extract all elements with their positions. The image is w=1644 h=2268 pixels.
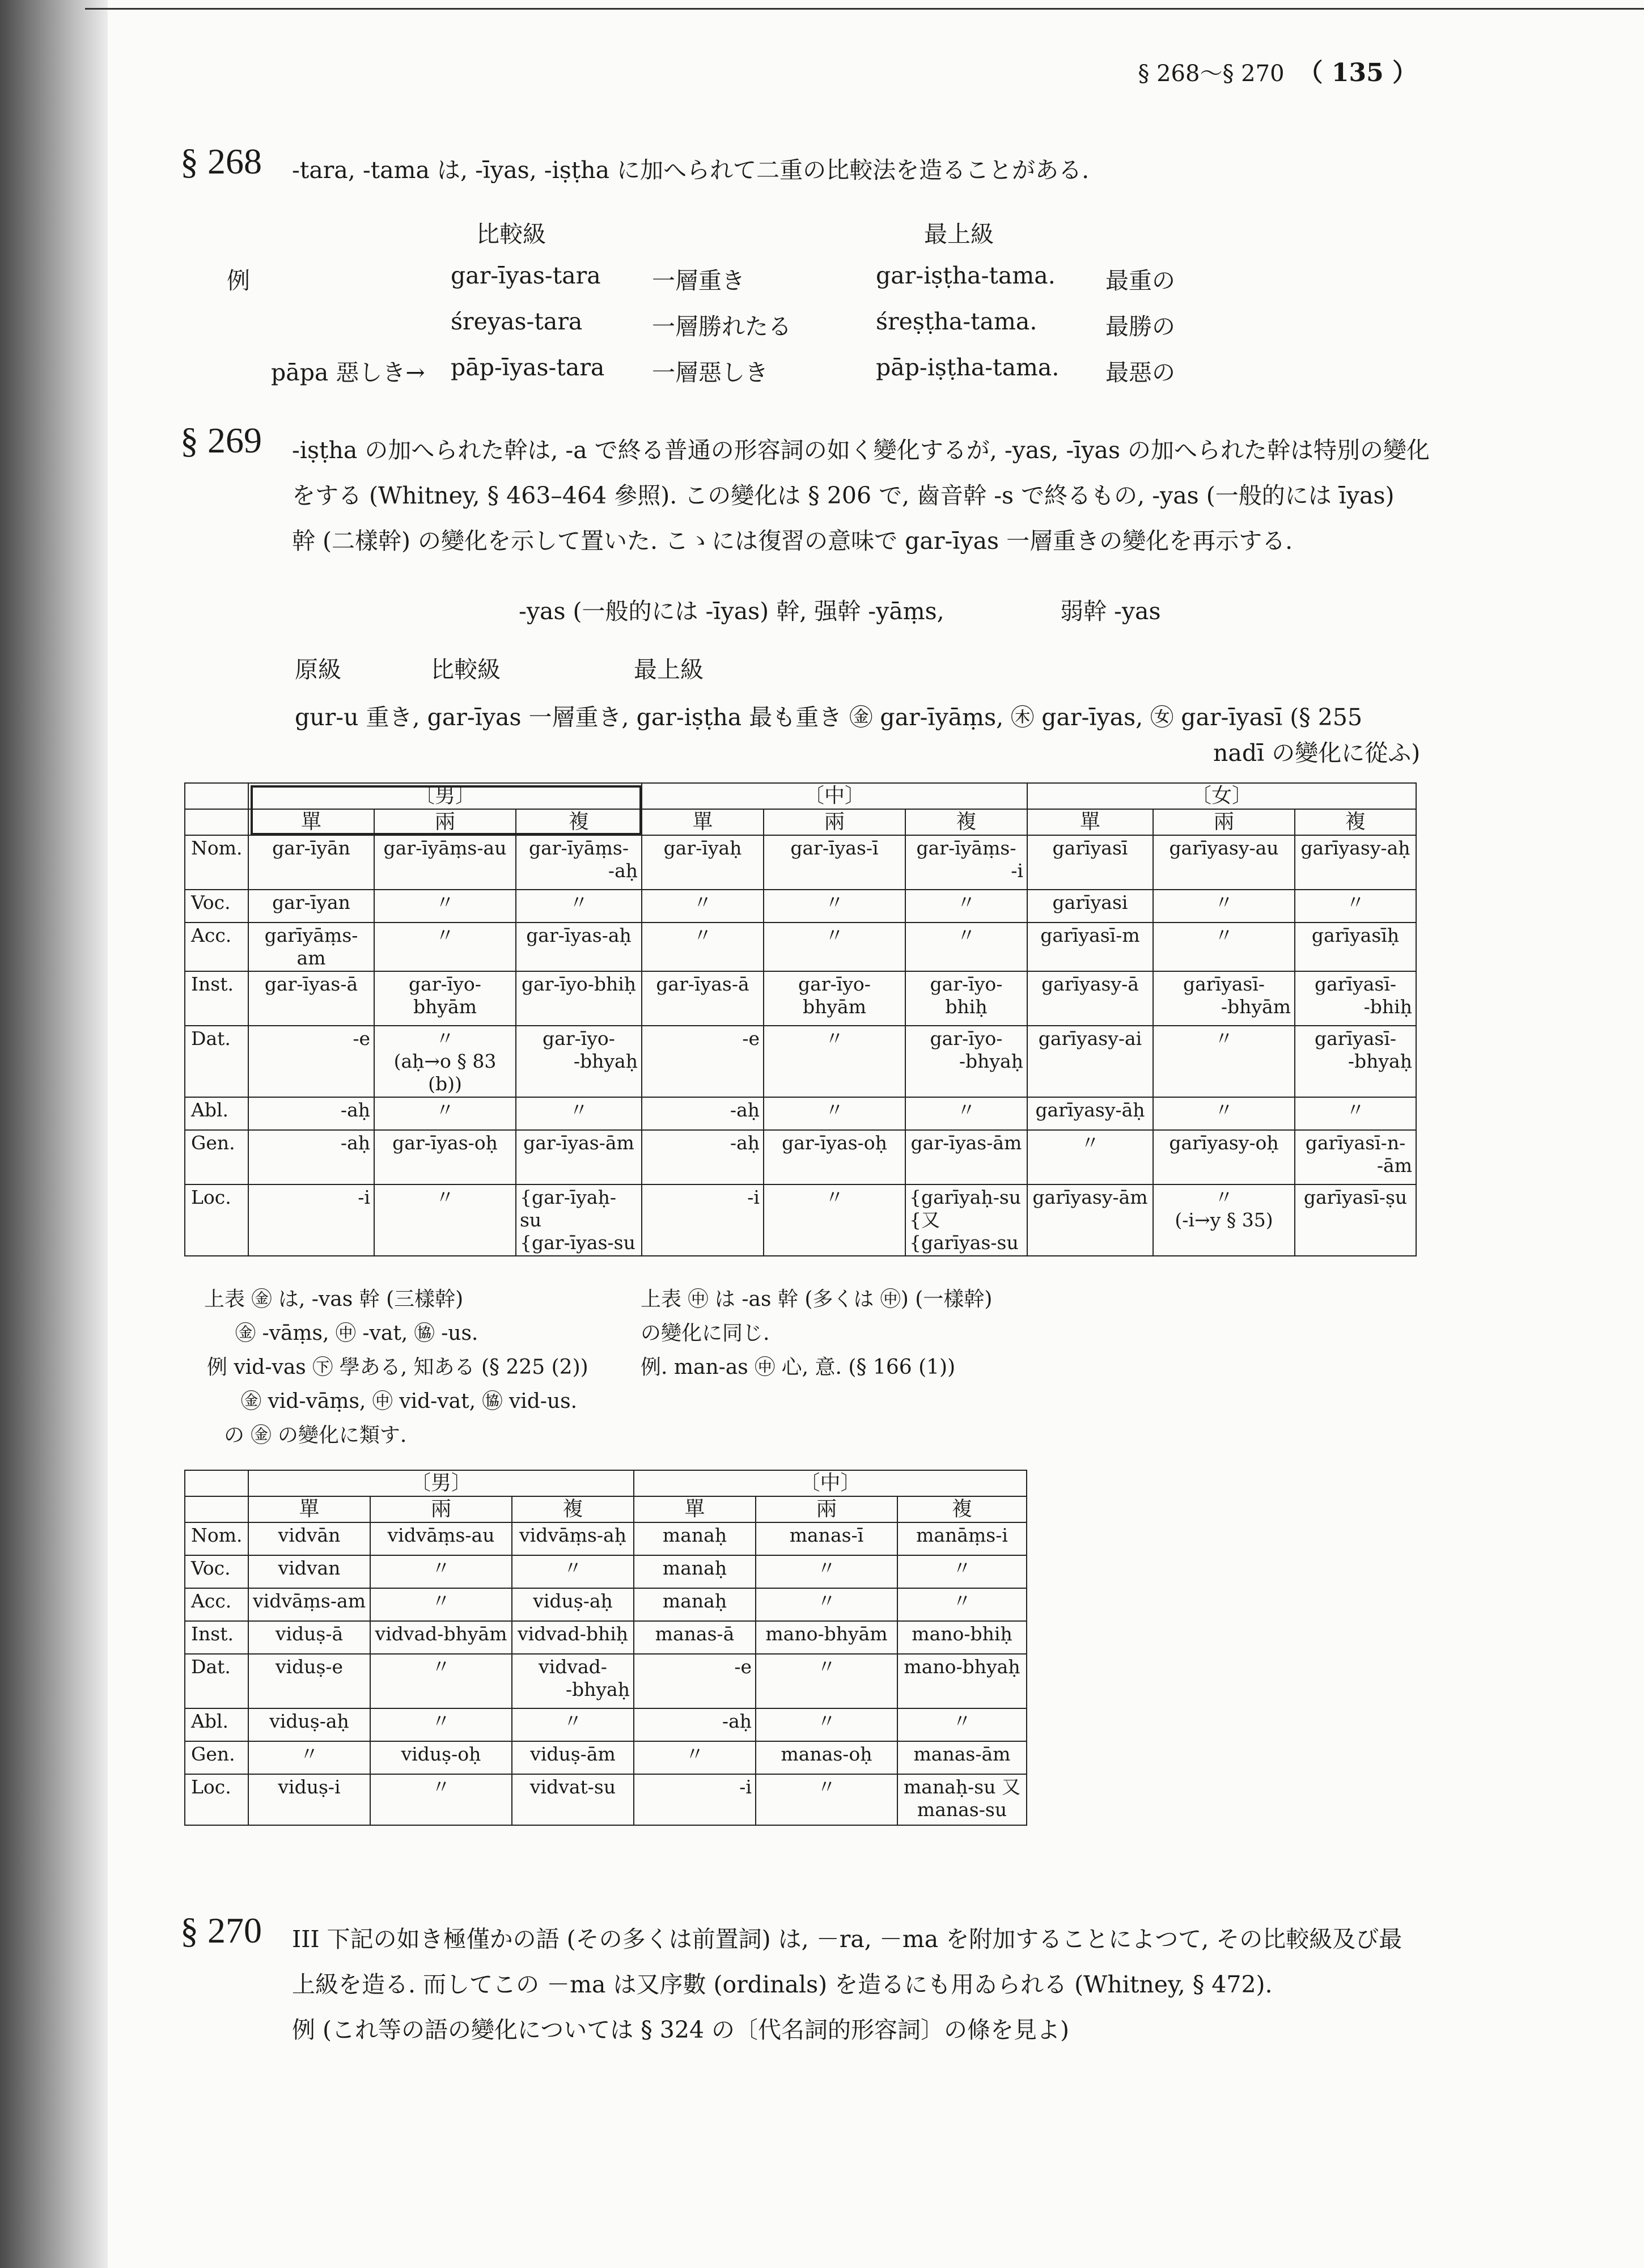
table-cell: garīyasī- -bhyām [1153, 971, 1295, 1026]
table-cell: gar-īyas-ā [248, 971, 374, 1026]
table-cell: 〃 [905, 890, 1027, 923]
s268-example-label: 例 [227, 267, 250, 294]
table-cell: 〃 [756, 1555, 897, 1588]
table-body [185, 1522, 1027, 1825]
table-cell: vidvāṃs-au [370, 1522, 512, 1555]
s268-col-comparative: 比較級 [476, 221, 546, 248]
section-269-line: -iṣṭha の加へられた幹は, -a で終る普通の形容詞の如く變化するが, -yas, -īyas の加へられた幹は特別の變化 [292, 437, 1430, 464]
table-cell: 〃 [1153, 923, 1295, 971]
table-cell: 〃 [897, 1588, 1027, 1621]
s269-grade-label: 比較級 [431, 656, 501, 683]
section-269-number: § 269 [180, 420, 262, 460]
case-label: Voc. [185, 1555, 248, 1588]
table-cell: gar-īyo- -bhyaḥ [516, 1026, 642, 1097]
table-cell: gar-īyo-bhiḥ [905, 971, 1027, 1026]
table-cell: {gar-īyaḥ-su {gar-īyas-su [516, 1184, 642, 1256]
case-label: Dat. [185, 1654, 248, 1708]
table-cell: gar-īyo-bhyām [764, 971, 905, 1026]
header-section-range: § 268～§ 270 [1138, 61, 1285, 87]
number-header-plural: 複 [905, 809, 1027, 835]
page-top-edge [85, 8, 1644, 10]
table-cell: 〃 [1295, 890, 1416, 923]
gender-header-neuter: 〔中〕 [642, 783, 1027, 809]
table-cell: viduṣ-aḥ [512, 1588, 634, 1621]
table-cell: -aḥ [248, 1130, 374, 1184]
number-header-dual: 兩 [756, 1496, 897, 1522]
s269-weak-stem: 弱幹 -yas [1060, 598, 1161, 625]
table-cell: garīyasī- -bhiḥ [1295, 971, 1416, 1026]
table-cell: 〃 [756, 1588, 897, 1621]
s268-col-superlative: 最上級 [924, 221, 994, 248]
note-left-line: 例 vid-vas ㊦ 學ある, 知ある (§ 225 (2)) [207, 1356, 588, 1379]
note-left-line: 上表 ㊎ は, -vas 幹 (三樣幹) [204, 1288, 464, 1311]
table-cell: gar-īyas-ām [905, 1130, 1027, 1184]
section-270-line: 例 (これ等の語の變化については § 324 の〔代名詞的形容詞〕の條を見よ) [292, 2016, 1070, 2043]
note-left-line: ㊎ vid-vāṃs, ㊥ vid-vat, ㊯ vid-us. [241, 1390, 578, 1413]
case-label: Abl. [185, 1708, 248, 1741]
table-cell: manas-oḥ [756, 1741, 897, 1774]
case-label: Voc. [185, 890, 248, 923]
table-row [185, 1522, 1027, 1555]
table-cell: viduṣ-i [248, 1774, 370, 1825]
section-269-line: 幹 (二樣幹) の變化を示して置いた. こゝには復習の意味で gar-īyas 一層重きの變化を再示する. [292, 527, 1293, 555]
table-cell: 〃 [764, 1026, 905, 1097]
declension-table-vidvas-manas [184, 1470, 1027, 1826]
table-cell: manaḥ [634, 1522, 756, 1555]
table-cell: -e [248, 1026, 374, 1097]
case-label: Dat. [185, 1026, 248, 1097]
table-cell: vidvad-bhyām [370, 1621, 512, 1654]
s268-sup: pāp-iṣṭha-tama. [876, 354, 1060, 381]
table-cell: -aḥ [642, 1130, 764, 1184]
s268-sup-gloss: 最重の [1105, 267, 1175, 294]
table-cell: 〃 [764, 1184, 905, 1256]
table-cell: -e [634, 1654, 756, 1708]
table-cell: -aḥ [634, 1708, 756, 1741]
table-cell: viduṣ-e [248, 1654, 370, 1708]
case-label: Gen. [185, 1741, 248, 1774]
number-header-dual: 兩 [370, 1496, 512, 1522]
table-cell: gar-īyāṃs-au [374, 835, 516, 890]
table-cell: manaḥ-su 又 manas-su [897, 1774, 1027, 1825]
table-cell: 〃 [1153, 1097, 1295, 1130]
table-cell: manas-ām [897, 1741, 1027, 1774]
number-header-singular: 單 [634, 1496, 756, 1522]
note-left-line: ㊎ -vāṃs, ㊥ -vat, ㊯ -us. [235, 1322, 478, 1345]
table-cell: 〃 [756, 1654, 897, 1708]
table-corner [185, 1496, 248, 1522]
table-cell: garīyasī [1027, 835, 1153, 890]
table-cell: 〃 [1153, 1026, 1295, 1097]
s268-comp: pāp-īyas-tara [451, 354, 605, 381]
s268-sup: śreṣṭha-tama. [876, 308, 1037, 335]
case-label: Acc. [185, 923, 248, 971]
table-cell: garīyasy-ai [1027, 1026, 1153, 1097]
table-row [185, 835, 1416, 890]
table-cell: 〃 [1295, 1097, 1416, 1130]
gender-header-masculine: 〔男〕 [248, 1470, 634, 1496]
table-cell: gar-īyan [248, 890, 374, 923]
table-cell: vidvad-bhiḥ [512, 1621, 634, 1654]
table-cell: viduṣ-aḥ [248, 1708, 370, 1741]
table-cell: viduṣ-ām [512, 1741, 634, 1774]
table-cell: vidvat-su [512, 1774, 634, 1825]
table-cell: vidvāṃs-am [248, 1588, 370, 1621]
table-cell: gar-īyān [248, 835, 374, 890]
table-cell: viduṣ-ā [248, 1621, 370, 1654]
table-cell: 〃 [370, 1708, 512, 1741]
s269-grade-line: gur-u 重き, gar-īyas 一層重き, gar-iṣṭha 最も重き ㊎ gar-īyāṃs, ㊍ gar-īyas, ㊛ gar-īyasī (§ 255 [295, 704, 1363, 731]
table-cell: 〃 [905, 923, 1027, 971]
table-cell: gar-īyaḥ [642, 835, 764, 890]
s269-grade-label: 原級 [295, 656, 341, 683]
table-cell: gar-īyas-ā [642, 971, 764, 1026]
table-cell: 〃 [905, 1097, 1027, 1130]
table-cell: 〃 [370, 1774, 512, 1825]
s268-comp-gloss: 一層勝れたる [652, 313, 791, 340]
section-269-line: をする (Whitney, § 463–464 參照). この變化は § 206 で, 齒音幹 -s で終るもの, -yas (一般的には īyas) [292, 482, 1395, 509]
table-corner [185, 783, 248, 809]
note-right-line: 上表 ㊥ は -as 幹 (多くは ㊥) (一樣幹) [641, 1288, 993, 1311]
s269-stem-line: -yas (一般的には -īyas) 幹, 强幹 -yāṃs, [519, 598, 944, 625]
case-label: Abl. [185, 1097, 248, 1130]
case-label: Acc. [185, 1588, 248, 1621]
table-cell: gar-īyas-ām [516, 1130, 642, 1184]
case-label: Loc. [185, 1184, 248, 1256]
table-cell: gar-īyo- -bhyaḥ [905, 1026, 1027, 1097]
table-row [185, 1774, 1027, 1825]
case-label: Inst. [185, 971, 248, 1026]
table-cell: -i [634, 1774, 756, 1825]
table-cell: 〃 [764, 923, 905, 971]
table-row [185, 1026, 1416, 1097]
table-cell: manas-ī [756, 1522, 897, 1555]
table-cell: 〃 [1027, 1130, 1153, 1184]
table-cell: garīyasy-au [1153, 835, 1295, 890]
table-cell: mano-bhyām [756, 1621, 897, 1654]
number-header-dual: 兩 [374, 809, 516, 835]
table-row [185, 1184, 1416, 1256]
table-cell: garīyasy-oḥ [1153, 1130, 1295, 1184]
table-cell: 〃 [374, 890, 516, 923]
s268-sup: gar-iṣṭha-tama. [876, 262, 1056, 289]
table-body [185, 835, 1416, 1256]
s268-comp-gloss: 一層惡しき [652, 359, 768, 386]
table-cell: garīyasī-ṣu [1295, 1184, 1416, 1256]
number-header-plural: 複 [516, 809, 642, 835]
table-cell: viduṣ-oḥ [370, 1741, 512, 1774]
table-row [185, 1654, 1027, 1708]
table-row [185, 1588, 1027, 1621]
table-cell: garīyasy-āḥ [1027, 1097, 1153, 1130]
table-cell: 〃 [374, 1184, 516, 1256]
table-cell: 〃 [512, 1708, 634, 1741]
table-cell: manaḥ [634, 1555, 756, 1588]
s268-base-form: pāpa 惡しき→ [271, 359, 425, 386]
table-cell: 〃 [642, 890, 764, 923]
number-header-dual: 兩 [1153, 809, 1295, 835]
table-cell: garīyasy-aḥ [1295, 835, 1416, 890]
number-header-singular: 單 [642, 809, 764, 835]
table-cell: 〃 [756, 1774, 897, 1825]
note-left-line: の ㊎ の變化に類す. [224, 1424, 407, 1447]
table-cell: 〃 [634, 1741, 756, 1774]
table-cell: garīyasī-m [1027, 923, 1153, 971]
table-cell: manas-ā [634, 1621, 756, 1654]
table-cell: 〃 (aḥ→o § 83 (b)) [374, 1026, 516, 1097]
section-268-text: -tara, -tama は, -īyas, -iṣṭha に加へられて二重の比較法を造ることがある. [292, 156, 1090, 184]
number-header-dual: 兩 [764, 809, 905, 835]
table-row [185, 890, 1416, 923]
section-268-number: § 268 [180, 141, 262, 181]
table-cell: 〃 [374, 923, 516, 971]
s269-grade-label: 最上級 [634, 656, 704, 683]
table-cell: garīyasī- -bhyaḥ [1295, 1026, 1416, 1097]
table-cell: gar-īyāṃs- -i [905, 835, 1027, 890]
table-row [185, 923, 1416, 971]
number-header-singular: 單 [248, 809, 374, 835]
section-270-line: 上級を造る. 而してこの －ma は又序數 (ordinals) を造るにも用ゐられる (Whitney, § 472). [292, 1971, 1273, 1998]
table-cell: 〃 [764, 1097, 905, 1130]
s268-sup-gloss: 最勝の [1105, 313, 1175, 340]
table-cell: 〃 [374, 1097, 516, 1130]
s268-comp: gar-īyas-tara [451, 262, 601, 289]
table-cell: mano-bhiḥ [897, 1621, 1027, 1654]
table-cell: 〃 (-i→y § 35) [1153, 1184, 1295, 1256]
table-cell: {garīyaḥ-su {又 {garīyas-su [905, 1184, 1027, 1256]
table-cell: -aḥ [248, 1097, 374, 1130]
table-cell: 〃 [248, 1741, 370, 1774]
s268-sup-gloss: 最惡の [1105, 359, 1175, 386]
table-cell: garīyasī-n- -ām [1295, 1130, 1416, 1184]
table-row [185, 971, 1416, 1026]
s269-grade-line-cont: nadī の變化に從ふ) [1213, 739, 1421, 767]
case-label: Nom. [185, 835, 248, 890]
section-270-line: III 下記の如き極僅かの語 (その多くは前置詞) は, －ra, －ma を附加することによつて, その比較級及び最 [292, 1926, 1403, 1953]
gender-header-masculine: 〔男〕 [248, 783, 642, 809]
table-corner [185, 809, 248, 835]
case-label: Gen. [185, 1130, 248, 1184]
table-cell: gar-īyas-aḥ [516, 923, 642, 971]
table-cell: gar-īyas-ī [764, 835, 905, 890]
number-header-singular: 單 [1027, 809, 1153, 835]
table-row [185, 1130, 1416, 1184]
number-header-singular: 單 [248, 1496, 370, 1522]
table-cell: -i [248, 1184, 374, 1256]
gender-header-feminine: 〔女〕 [1027, 783, 1416, 809]
table-cell: 〃 [516, 890, 642, 923]
table-cell: 〃 [370, 1555, 512, 1588]
table-cell: 〃 [370, 1654, 512, 1708]
table-cell: 〃 [764, 890, 905, 923]
table-cell: -aḥ [642, 1097, 764, 1130]
table-cell: 〃 [897, 1708, 1027, 1741]
table-row [185, 1741, 1027, 1774]
table-cell: 〃 [516, 1097, 642, 1130]
table-corner [185, 1470, 248, 1496]
gender-header-neuter: 〔中〕 [634, 1470, 1027, 1496]
section-270-number: § 270 [180, 1910, 262, 1950]
table-row [185, 1097, 1416, 1130]
table-cell: manaḥ [634, 1588, 756, 1621]
number-header-plural: 複 [1295, 809, 1416, 835]
table-cell: -e [642, 1026, 764, 1097]
table-cell: gar-īyo-bhiḥ [516, 971, 642, 1026]
table-cell: gar-īyo-bhyām [374, 971, 516, 1026]
table-cell: gar-īyas-oḥ [764, 1130, 905, 1184]
table-cell: vidvān [248, 1522, 370, 1555]
table-cell: vidvad- -bhyaḥ [512, 1654, 634, 1708]
table-cell: garīyasi [1027, 890, 1153, 923]
table-cell: garīyasy-ām [1027, 1184, 1153, 1256]
number-header-plural: 複 [897, 1496, 1027, 1522]
case-label: Inst. [185, 1621, 248, 1654]
book-gutter-shadow [0, 0, 108, 2268]
note-right-line: 例. man-as ㊥ 心, 意. (§ 166 (1)) [641, 1356, 956, 1379]
case-label: Loc. [185, 1774, 248, 1825]
number-header-plural: 複 [512, 1496, 634, 1522]
case-label: Nom. [185, 1522, 248, 1555]
s268-comp: śreyas-tara [451, 308, 583, 335]
table-cell: garīyāṃs-am [248, 923, 374, 971]
table-row [185, 1708, 1027, 1741]
table-cell: 〃 [897, 1555, 1027, 1588]
table-row [185, 1621, 1027, 1654]
table-row [185, 1555, 1027, 1588]
table-cell: 〃 [370, 1588, 512, 1621]
table-cell: gar-īyāṃs- -aḥ [516, 835, 642, 890]
table-cell: 〃 [1153, 890, 1295, 923]
declension-table-gariyas [184, 782, 1417, 1256]
s268-comp-gloss: 一層重き [652, 267, 745, 294]
page-number: （ 135 ） [1298, 58, 1417, 87]
table-cell: garīyasy-ā [1027, 971, 1153, 1026]
table-cell: garīyasīḥ [1295, 923, 1416, 971]
table-cell: mano-bhyaḥ [897, 1654, 1027, 1708]
table-cell: 〃 [642, 923, 764, 971]
table-cell: gar-īyas-oḥ [374, 1130, 516, 1184]
table-cell: -i [642, 1184, 764, 1256]
running-header [1138, 52, 1417, 88]
table-cell: 〃 [512, 1555, 634, 1588]
table-cell: 〃 [756, 1708, 897, 1741]
note-right-line: の變化に同じ. [641, 1322, 770, 1345]
table-cell: manāṃs-i [897, 1522, 1027, 1555]
table-cell: vidvāṃs-aḥ [512, 1522, 634, 1555]
table-cell: vidvan [248, 1555, 370, 1588]
